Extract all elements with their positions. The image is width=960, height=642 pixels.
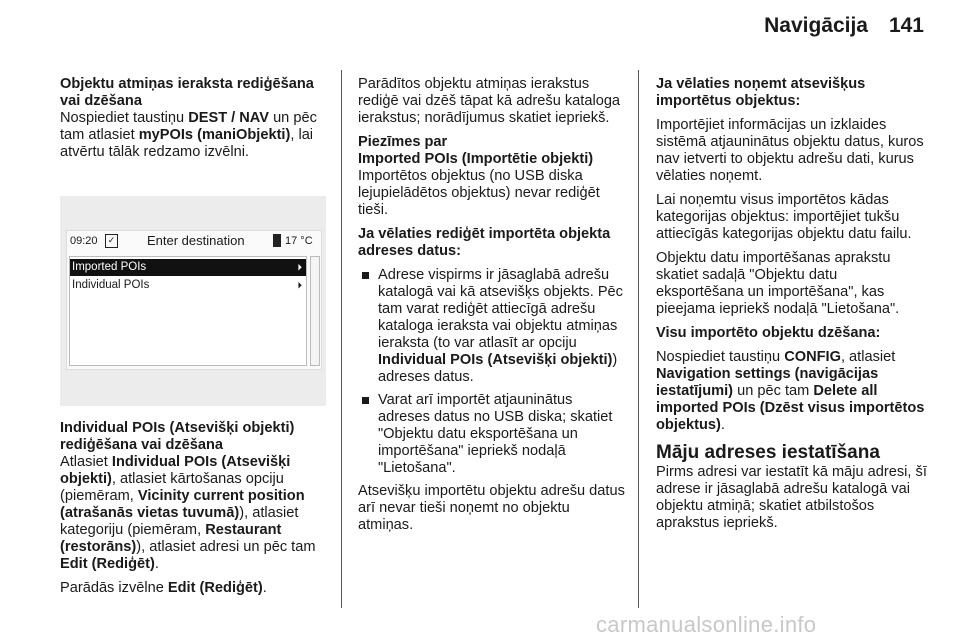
column-divider [341,70,342,608]
section-heading: Ja vēlaties noņemt atsevišķus importētus objektus: [656,76,866,109]
screen-figure [60,196,326,406]
paragraph: Nospiediet taustiņu DEST / NAV un pēc tam atlasiet myPOIs (maniObjekti), lai atvērtu tālāk redzamo izvēlni. [60,110,317,160]
column-1 [60,76,328,168]
status-bar [67,231,321,253]
section-heading: Visu importēto objektu dzēšana: [656,325,881,341]
paragraph: Atsevišķu importētu objektu adrešu datus arī nevar tieši noņemt no objektu atmiņas. [358,483,625,533]
column-divider [638,70,639,608]
page-header [0,0,960,58]
bullet-list [358,267,628,477]
poi-list [69,256,307,366]
infotainment-screen [66,230,322,370]
paragraph: Parādās izvēlne Edit (Rediģēt). [60,580,267,596]
scrollbar[interactable] [310,256,320,366]
paragraph: Objektu datu importēšanas aprakstu skatiet sadaļā "Objektu datu eksportēšana un importēšana", kas pieejama iepriekš nodaļā "Lietošana". [656,250,900,317]
watermark: carmanualsonline.info [596,612,817,637]
paragraph: Atlasiet Individual POIs (Atsevišķi objekti), atlasiet kārtošanas opciju (piemēram, Vicinity current position (atrašanās vietas tuvumā)), atlasiet kategoriju (piemēram, Restaurant (restorāns)), atlasiet adresi un pēc tam Edit (Rediģēt). [60,454,316,572]
page-number: 141 [888,14,924,37]
column-3 [656,76,928,539]
page-title: Navigācija [764,14,868,37]
list-item-individual-pois[interactable]: Individual POIs ⏵ [70,277,306,294]
arrow-right-icon: ⏵ [297,262,302,272]
arrow-right-icon: ⏵ [297,280,302,290]
battery-icon [273,234,281,247]
list-item: Adrese vispirms ir jāsaglabā adrešu katalogā vai kā atsevišķs objekts. Pēc tam varat rediģēt attiecīgā adrešu kataloga ieraksta vai objektu atmiņas ieraksta (to var atlasīt ar opciju Individual POIs (Atsevišķi objekti)) adreses datus. [358,267,628,386]
paragraph: Importējiet informācijas un izklaides sistēmā atjauninātus objektu datus, kuros nav ietverti to objektu adrešu dati, kurus vēlaties noņemt. [656,117,924,184]
temperature: 17 °C [285,235,313,247]
column-2 [358,76,628,541]
paragraph: Lai noņemtu visus importētos kādas kategorijas objektus: importējiet tukšu attiecīgās kategorijas objektu datu failu. [656,192,912,242]
paragraph: Parādītos objektu atmiņas ierakstus rediģē vai dzēš tāpat kā adrešu kataloga ierakstus; norādījumus skatiet iepriekš. [358,76,621,126]
paragraph: Importētos objektus (no USB diska lejupielādētos objektus) nevar rediģēt tieši. [358,168,600,218]
list-item: Varat arī importēt atjauninātus adreses datus no USB diska; skatiet "Objektu datu eksportēšana un importēšana" iepriekš nodaļā "Lietošana". [358,392,628,477]
screen-title: Enter destination [147,233,245,248]
section-heading: Individual POIs (Atsevišķi objekti) rediģēšana vai dzēšana [60,420,295,453]
section-title: Māju adreses iestatīšana [656,442,880,463]
note-heading: Imported POIs (Importētie objekti) [358,151,594,167]
paragraph: Nospiediet taustiņu CONFIG, atlasiet Navigation settings (navigācijas iestatījumi) un pēc tam Delete all imported POIs (Dzēst visus importētos objektus). [656,349,925,433]
check-icon: ✓ [105,234,118,248]
paragraph: Pirms adresi var iestatīt kā māju adresi, šī adrese ir jāsaglabā adrešu katalogā vai objektu atmiņā; skatiet atbilstošos aprakstus iepriekš. [656,464,927,531]
section-heading: Objektu atmiņas ieraksta rediģēšana vai dzēšana [60,76,314,109]
list-item-imported-pois[interactable]: Imported POIs ⏵ [70,259,306,276]
clock: 09:20 [70,235,98,247]
section-heading: Ja vēlaties rediģēt importēta objekta adreses datus: [358,226,611,259]
column-1-lower [60,420,328,604]
note-heading: Piezīmes par [358,134,448,150]
